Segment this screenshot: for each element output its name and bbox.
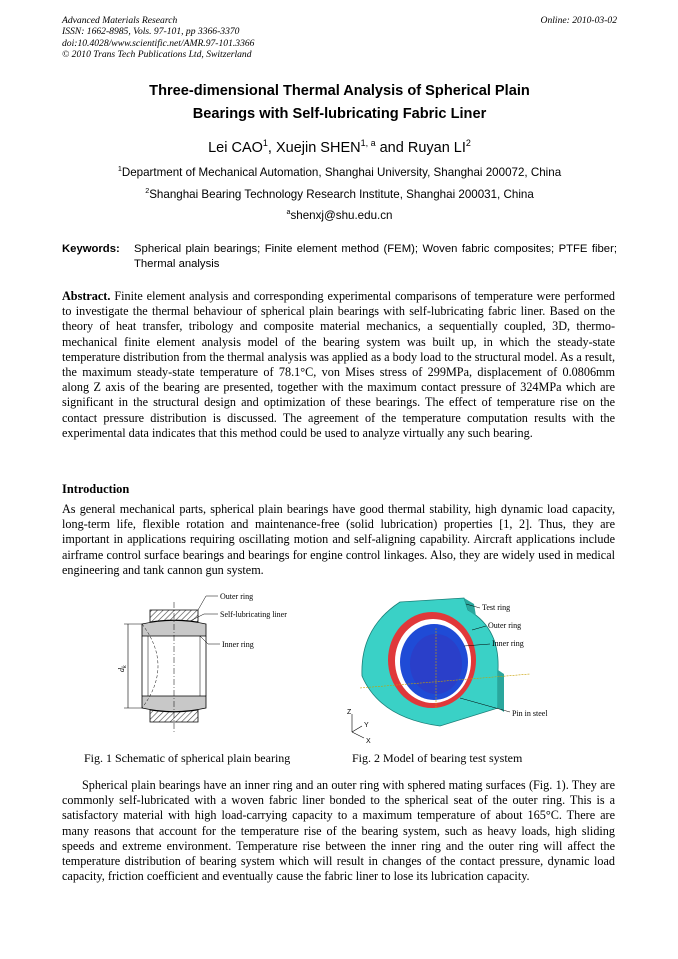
bearing-cross-section [142,602,206,732]
label-pin-in-steel: Pin in steel [512,709,548,718]
title-line-1: Three-dimensional Thermal Analysis of Spherical Plain [149,83,530,99]
axis-y-label: Y [364,722,369,729]
affiliation-2 [62,186,617,201]
affiliation-1 [62,164,617,179]
author-separator: , [267,139,276,156]
email-mark: a [286,207,291,216]
figure-2-caption: Fig. 2 Model of bearing test system [352,751,523,765]
abstract-text: Finite element analysis and corresponding experimental comparisons of temperature were performed to investigate the thermal behaviour of spherical plain bearings with self-lubricating fabric liner. Based on the theory of heat transfer, tribology and composite material mechanics, a sequentially coupled, 3D, thermo-mechanical finite element analysis model of the bearing system was built up, in which the steady-state temperature distribution from the thermal analysis was applied as a body load to the structural model. As a result, the maximum steady-state temperature of 78.1°C, von Mises stress of 299MPa, displacement of 0.0806mm along Z axis of the bearing are presented, together with the maximum contact pressure of 324MPa which are significant in the structural design and optimization of these bearings. The effect of temperature rise on the contact pressure distribution is discussed. The agreement of the temperature computation results with the experimental data indicates that this method could be used to analyze virtually any such bearing. [62,289,616,440]
corresponding-email [62,207,617,222]
author-name: Xuejin SHEN [275,139,361,156]
abstract-label: Abstract. [62,289,111,303]
author-name: Lei CAO [208,139,263,156]
figure-1-caption: Fig. 1 Schematic of spherical plain bearing [84,751,291,765]
affiliation-text: Shanghai Bearing Technology Research Institute, Shanghai 200031, China [149,187,534,201]
online-date: Online: 2010-03-02 [540,15,617,26]
affiliation-mark: 1 [117,164,122,173]
section-heading-introduction: Introduction [62,482,130,496]
doi-line: doi:10.4028/www.scientific.net/AMR.97-101.3366 [62,37,255,49]
test-rig-model [360,598,530,726]
keywords-label: Keywords: [62,243,120,255]
author-name: Ruyan LI [407,139,466,156]
author-affiliation-mark: 1 [262,138,268,148]
issn-line: ISSN: 1662-8985, Vols. 97-101, pp 3366-3370 [62,26,240,38]
journal-header [62,15,617,61]
axis-x-label: X [366,738,371,745]
email-text: shenxj@shu.edu.cn [290,208,393,222]
author-affiliation-mark: 2 [465,138,471,148]
author-list [62,138,617,156]
copyright-line: © 2010 Trans Tech Publications Ltd, Switzerland [62,49,252,61]
title-line-2: Bearings with Self-lubricating Fabric Liner [192,106,487,122]
keywords-block [62,242,617,272]
journal-name: Advanced Materials Research [62,15,178,26]
intro-paragraph-1: As general mechanical parts, spherical plain bearings have good thermal stability, high dynamic load capacity, long-term life, flexible rotation and maintenance-free (solid lubrication) properties [1, 2]. Thus, they are important in applications requiring oscillating motion and self-aligning capability. Aircraft applications include airframe control surface bearings and bearings for engine control linkages. Also, they are widely used in medical engineering and tank cannon gun system. [62,502,615,577]
author-affiliation-mark: 1, a [360,138,376,148]
label-test-ring: Test ring [482,603,511,612]
dk-label: d [117,668,126,672]
author-separator: and [375,139,408,156]
label-self-lubricating-liner: Self-lubricating liner [220,610,287,619]
dimension-dk [117,624,142,708]
figure-1-leaders [190,592,287,649]
figure-2-model [340,588,580,748]
axis-triad [347,709,371,745]
label-inner-ring: Inner ring [222,640,254,649]
abstract-paragraph [62,289,615,441]
keywords-text: Spherical plain bearings; Finite element method (FEM); Woven fabric composites; PTFE fiber; Thermal analysis [134,243,617,270]
figure-1-schematic [100,588,340,746]
label-outer-ring: Outer ring [220,592,254,601]
svg-text:dk [117,665,128,672]
label-inner-ring: Inner ring [492,639,524,648]
dk-subscript: k [122,665,128,668]
intro-paragraph-2: Spherical plain bearings have an inner ring and an outer ring with sphered mating surfaces (Fig. 1). They are commonly self-lubricated with a woven fabric liner bonded to the spherical seat of the outer ring. This is a satisfactory material with high load-carrying capacity to a maximum temperature of about 165°C. There are many reasons that account for the temperature rise of the bearing system, such as heavy loads, high sliding speeds and extreme environment. Temperature rise between the inner ring and the outer ring will affect the temperature distribution of bearing system which will result in changes of the contact pressure, dynamic load capacity, friction coefficient and eventually cause the fabric liner to lose its lubrication capacity. [62,778,615,884]
paper-title [62,80,617,126]
affiliation-text: Department of Mechanical Automation, Shanghai University, Shanghai 200072, China [121,165,562,179]
label-outer-ring: Outer ring [488,621,522,630]
affiliation-mark: 2 [145,186,150,195]
axis-z-label: Z [347,709,352,716]
